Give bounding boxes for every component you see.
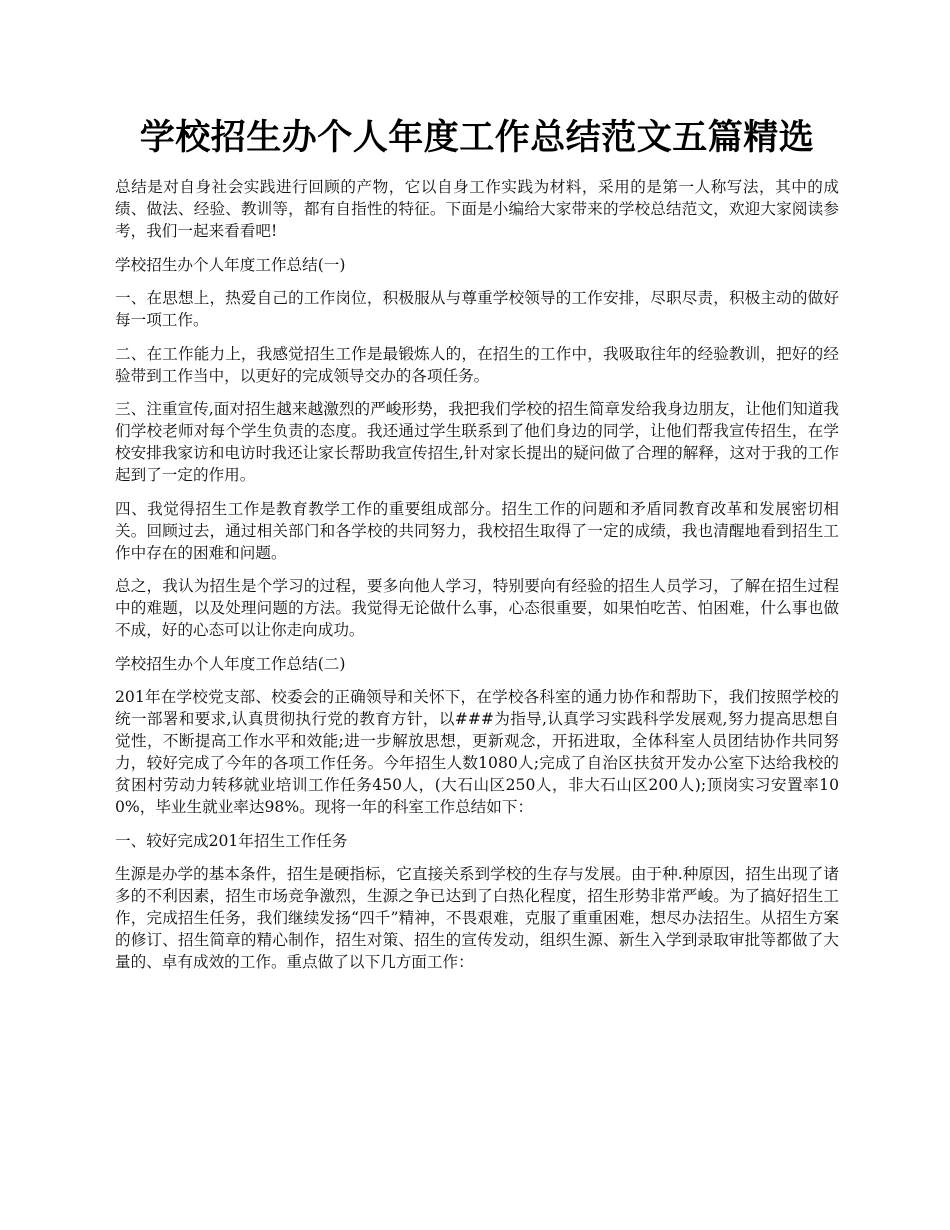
document-page [115, 0, 839, 985]
intro-paragraph: 总结是对自身社会实践进行回顾的产物，它以自身工作实践为材料，采用的是第一人称写法，其中的成绩、做法、经验、教训等，都有自指性的特征。下面是小编给大家带来的学校总结范文，欢迎大家阅读参考，我们一起来看看吧! [115, 178, 839, 240]
body-paragraph: 总之，我认为招生是个学习的过程，要多向他人学习，特别要向有经验的招生人员学习，了解在招生过程中的难题，以及处理问题的方法。我觉得无论做什么事，心态很重要，如果怕吃苦、怕困难，什么事也做不成，好的心态可以让你走向成功。 [115, 577, 839, 639]
body-paragraph: 二、在工作能力上，我感觉招生工作是最锻炼人的，在招生的工作中，我吸取往年的经验教训，把好的经验带到工作当中，以更好的完成领导交办的各项任务。 [115, 344, 839, 385]
body-paragraph: 一、在思想上，热爱自己的工作岗位，积极服从与尊重学校领导的工作安排，尽职尽责，积极主动的做好每一项工作。 [115, 289, 839, 329]
body-paragraph: 三、注重宣传,面对招生越来越激烈的严峻形势，我把我们学校的招生简章发给我身边朋友，让他们知道我们学校老师对每个学生负责的态度。我还通过学生联系到了他们身边的同学，让他们帮我宣传招生，在学校安排我家访和电访时我还让家长帮助我宣传招生,针对家长提出的疑问做了合理的解释，这对于我的工作起到了一定的作用。 [115, 400, 839, 484]
subsection-heading: 一、较好完成201年招生工作任务 [115, 831, 348, 850]
document-title: 学校招生办个人年度工作总结范文五篇精选 [139, 117, 815, 158]
document-body [115, 176, 839, 973]
body-paragraph: 四、我觉得招生工作是教育教学工作的重要组成部分。招生工作的问题和矛盾同教育改革和发展密切相关。回顾过去，通过相关部门和各学校的共同努力，我校招生取得了一定的成绩，我也清醒地看到招生工作中存在的困难和问题。 [115, 499, 839, 562]
section-heading-1: 学校招生办个人年度工作总结(一) [115, 255, 346, 274]
section-heading-2: 学校招生办个人年度工作总结(二) [115, 654, 346, 673]
body-paragraph: 201年在学校党支部、校委会的正确领导和关怀下，在学校各科室的通力协作和帮助下，我们按照学校的统一部署和要求,认真贯彻执行党的教育方针，以###为指导,认真学习实践科学发展观,努力提高思想自觉性，不断提高工作水平和效能;进一步解放思想，更新观念，开拓进取，全体科室人员团结协作共同努力，较好完成了今年的各项工作任务。今年招生人数1080人;完成了自治区扶贫开发办公室下达给我校的贫困村劳动力转移就业培训工作任务450人，(大石山区250人，非大石山区200人);顶岗实习安置率100%，毕业生就业率达98%。现将一年的科室工作总结如下： [115, 688, 839, 816]
body-paragraph: 生源是办学的基本条件，招生是硬指标，它直接关系到学校的生存与发展。由于种.种原因，招生出现了诸多的不利因素，招生市场竞争激烈，生源之争已达到了白热化程度，招生形势非常严峻。为了搞好招生工作，完成招生任务，我们继续发扬“四千”精神，不畏艰难，克服了重重困难，想尽办法招生。从招生方案的修订、招生简章的精心制作，招生对策、招生的宣传发动，组织生源、新生入学到录取审批等都做了大量的、卓有成效的工作。重点做了以下几方面工作： [115, 865, 839, 971]
